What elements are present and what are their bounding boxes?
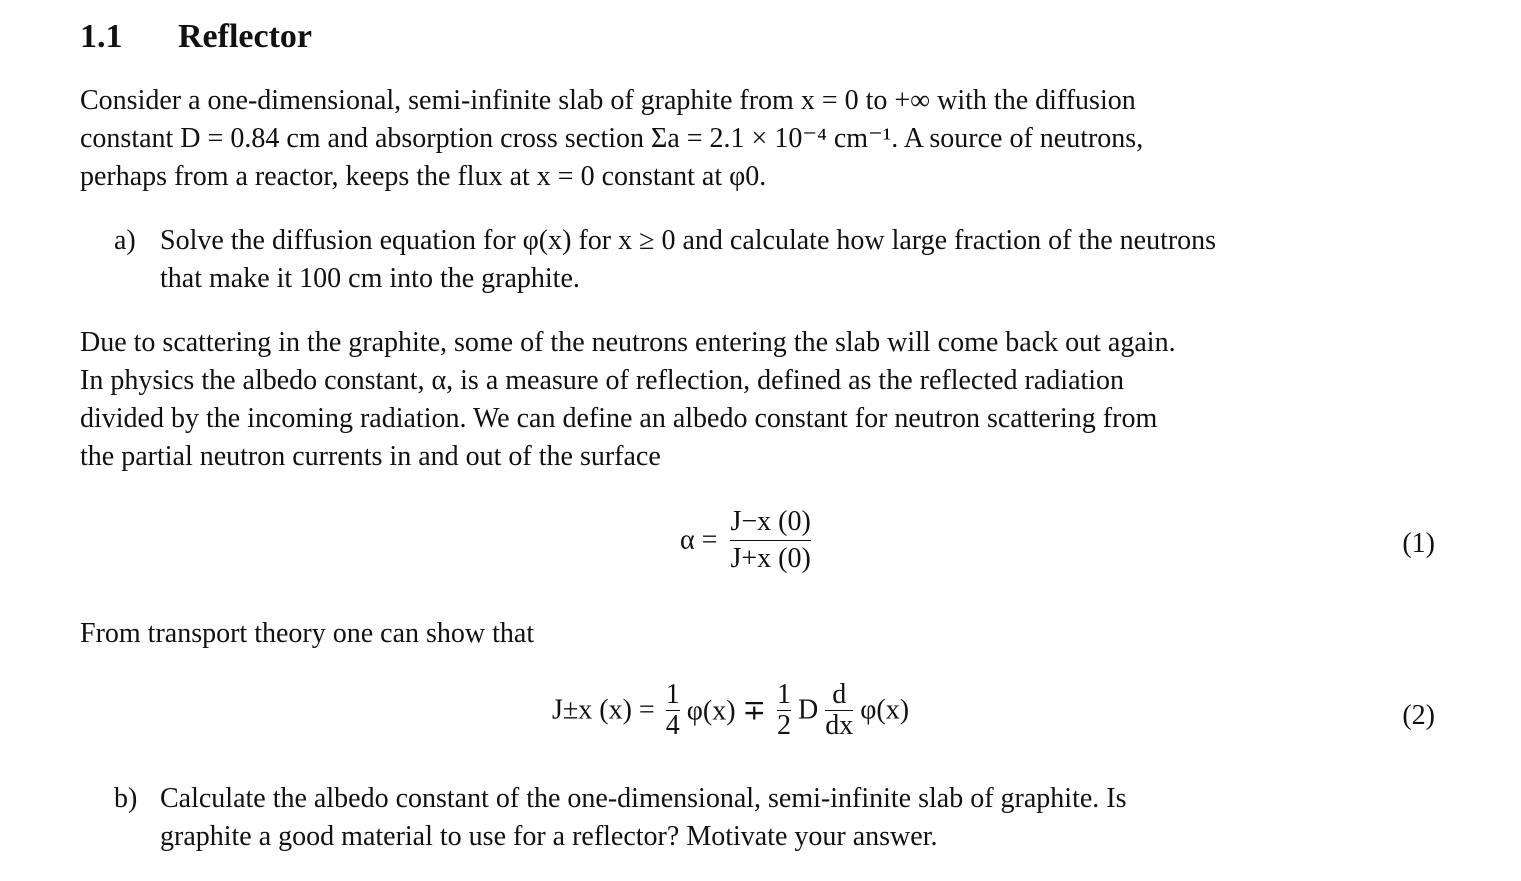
eq2-quarter	[666, 681, 680, 740]
albedo-line: In physics the albedo constant, α, is a measure of reflection, defined as the reflected radiation	[80, 365, 1125, 396]
eq1-numerator: J−x (0)	[730, 506, 811, 537]
section-number: 1.1	[80, 18, 123, 55]
eq2-D: D	[797, 694, 819, 726]
eq2-frac1-num: 1	[665, 679, 680, 710]
albedo-line: divided by the incoming radiation. We can define an albedo constant for neutron scattering from	[80, 403, 1158, 434]
question-a-line: that make it 100 cm into the graphite.	[160, 263, 580, 294]
albedo-line: Due to scattering in the graphite, some of the neutrons entering the slab will come back out again.	[80, 327, 1176, 358]
question-b-label: b)	[114, 783, 138, 814]
eq2-derivative	[825, 681, 853, 740]
question-a-label: a)	[114, 225, 136, 256]
intro-line: constant D = 0.84 cm and absorption cross section Σa = 2.1 × 10⁻⁴ cm⁻¹. A source of neutrons,	[80, 123, 1144, 154]
question-a-line: Solve the diffusion equation for φ(x) for x ≥ 0 and calculate how large fraction of the neutrons	[160, 225, 1217, 256]
question-a	[114, 222, 1435, 298]
intro-paragraph	[80, 82, 1435, 196]
question-b	[114, 780, 1435, 856]
albedo-paragraph	[80, 324, 1435, 476]
section-heading	[80, 18, 312, 56]
transport-line: From transport theory one can show that	[80, 618, 535, 649]
question-b-line: graphite a good material to use for a reflector? Motivate your answer.	[160, 821, 938, 852]
equation-1	[680, 505, 811, 576]
eq2-frac2-num: 1	[776, 679, 791, 710]
eq2-lhs: J±x (x) =	[552, 694, 655, 726]
transport-paragraph	[80, 615, 1435, 653]
eq2-frac2-den: 2	[776, 710, 791, 741]
intro-line: Consider a one-dimensional, semi-infinite slab of graphite from x = 0 to +∞ with the diffusion	[80, 85, 1136, 116]
albedo-line: the partial neutron currents in and out of the surface	[80, 441, 661, 472]
section-title: Reflector	[178, 18, 313, 55]
question-b-line: Calculate the albedo constant of the one-dimensional, semi-infinite slab of graphite. Is	[160, 783, 1127, 814]
eq2-deriv-num: d	[832, 679, 847, 710]
equation-2	[552, 681, 909, 740]
equation-1-number: (1)	[1402, 528, 1435, 559]
eq1-lhs: α =	[680, 524, 718, 556]
eq1-denominator: J+x (0)	[730, 543, 811, 574]
eq2-deriv-den: dx	[825, 710, 854, 741]
eq2-half	[777, 681, 791, 740]
eq2-phi-term: φ(x) ∓	[686, 695, 766, 727]
intro-line: perhaps from a reactor, keeps the flux at x = 0 constant at φ0.	[80, 161, 767, 192]
eq1-fraction	[730, 505, 810, 576]
equation-2-number: (2)	[1402, 700, 1435, 731]
eq2-tail: φ(x)	[860, 694, 910, 726]
eq2-frac1-den: 4	[665, 710, 680, 741]
